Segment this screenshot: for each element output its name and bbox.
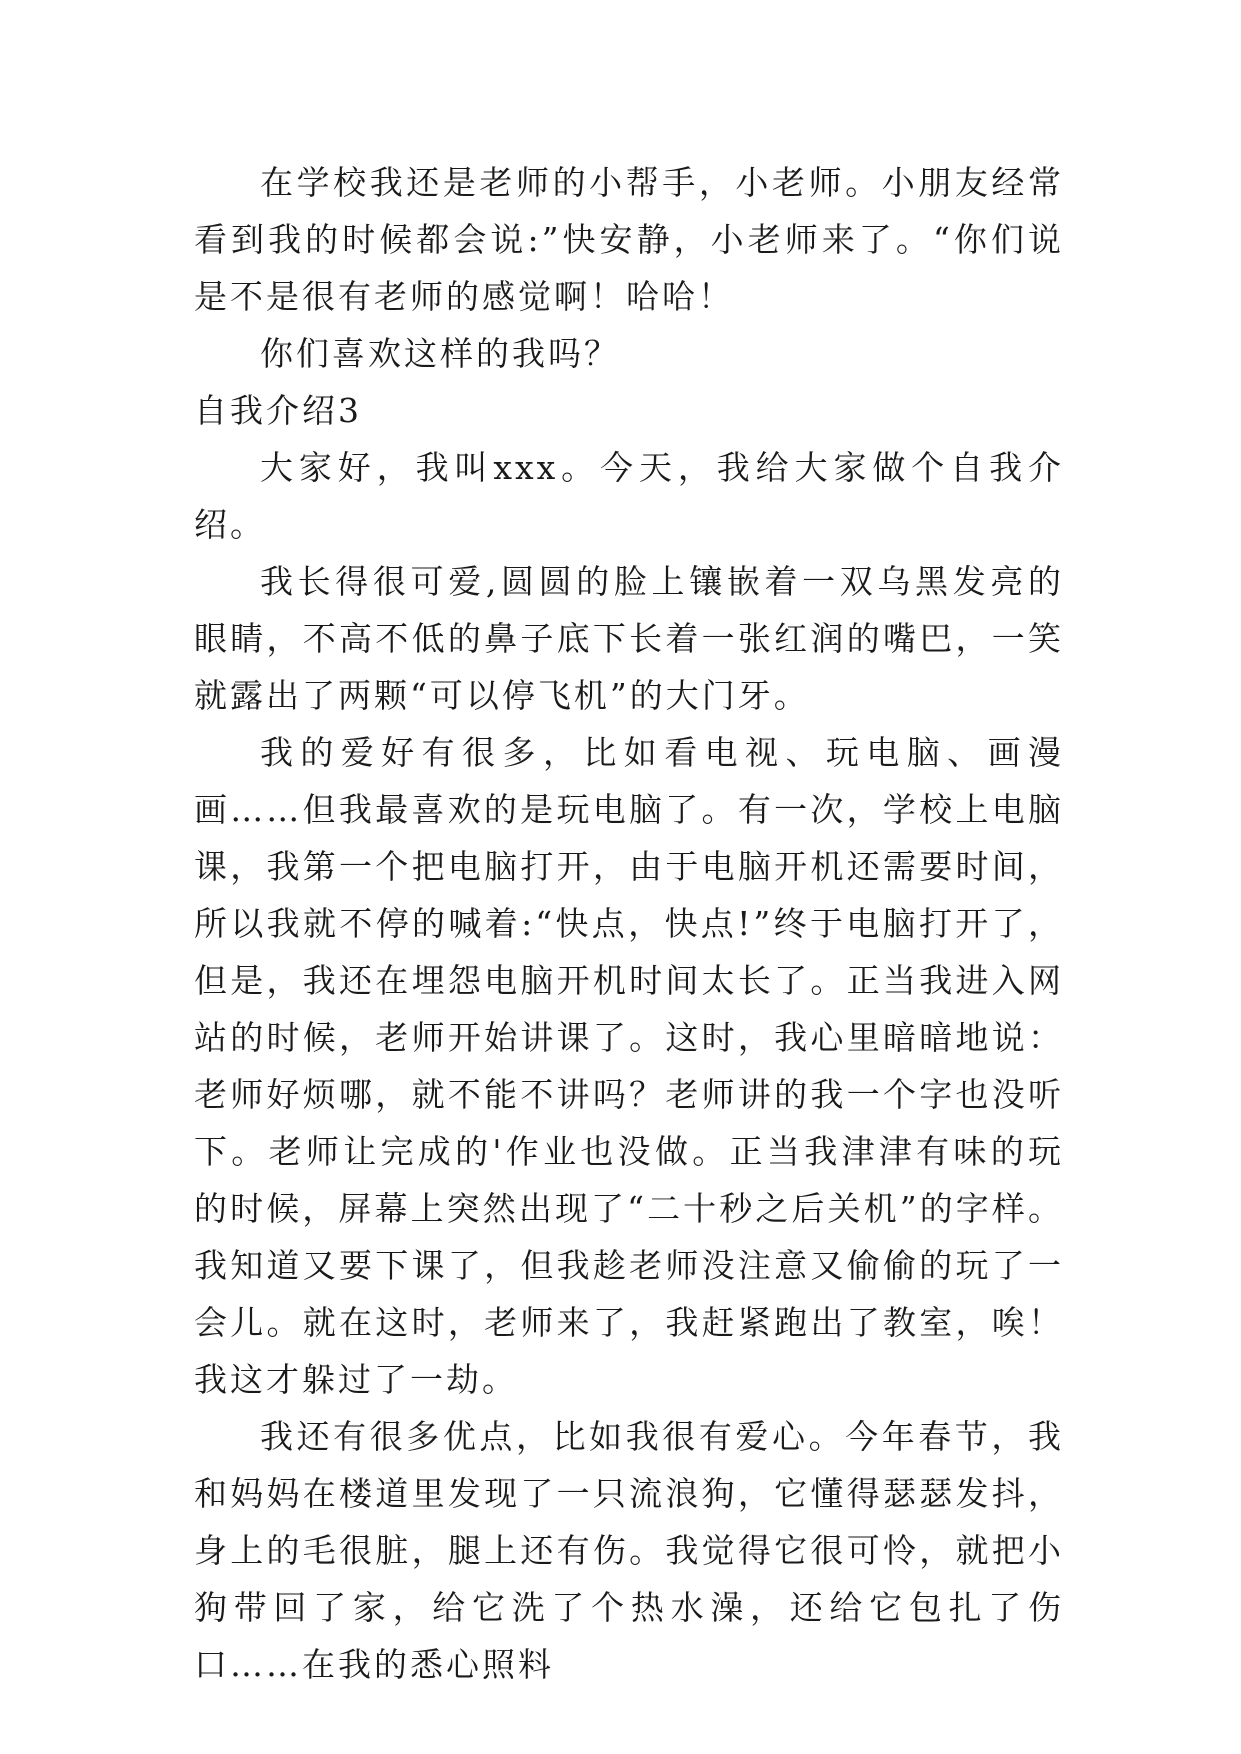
paragraph-virtues: 我还有很多优点，比如我很有爱心。今年春节，我和妈妈在楼道里发现了一只流浪狗，它懂得瑟瑟发抖，身上的毛很脏，腿上还有伤。我觉得它很可怜，就把小狗带回了家，给它洗了个热水澡，还给它包扎了伤口……在我的悉心照料 <box>194 1417 1064 1684</box>
paragraph-hobbies: 我的爱好有很多，比如看电视、玩电脑、画漫画……但我最喜欢的是玩电脑了。有一次，学校上电脑课，我第一个把电脑打开，由于电脑开机还需要时间，所以我就不停的喊着:“快点，快点!”终于电脑打开了，但是，我还在埋怨电脑开机时间太长了。正当我进入网站的时候，老师开始讲课了。这时，我心里暗暗地说：老师好烦哪，就不能不讲吗？老师讲的我一个字也没听下。老师让完成的'作业也没做。正当我津津有味的玩的时候，屏幕上突然出现了“二十秒之后关机”的字样。我知道又要下课了，但我趁老师没注意又偷偷的玩了一会儿。就在这时，老师来了，我赶紧跑出了教室，唉！我这才躲过了一劫。 <box>194 733 1064 1399</box>
paragraph-greeting: 大家好，我叫xxx。今天，我给大家做个自我介绍。 <box>194 448 1064 544</box>
paragraph-question: 你们喜欢这样的我吗？ <box>260 334 620 373</box>
document-page <box>194 154 1064 1693</box>
paragraph-helper: 在学校我还是老师的小帮手，小老师。小朋友经常看到我的时候都会说:”快安静，小老师来了。“你们说是不是很有老师的感觉啊！哈哈！ <box>194 163 1064 316</box>
section-heading: 自我介绍3 <box>194 391 362 430</box>
paragraph-appearance: 我长得很可爱,圆圆的脸上镶嵌着一双乌黑发亮的眼睛，不高不低的鼻子底下长着一张红润的嘴巴，一笑就露出了两颗“可以停飞机”的大门牙。 <box>194 562 1064 715</box>
